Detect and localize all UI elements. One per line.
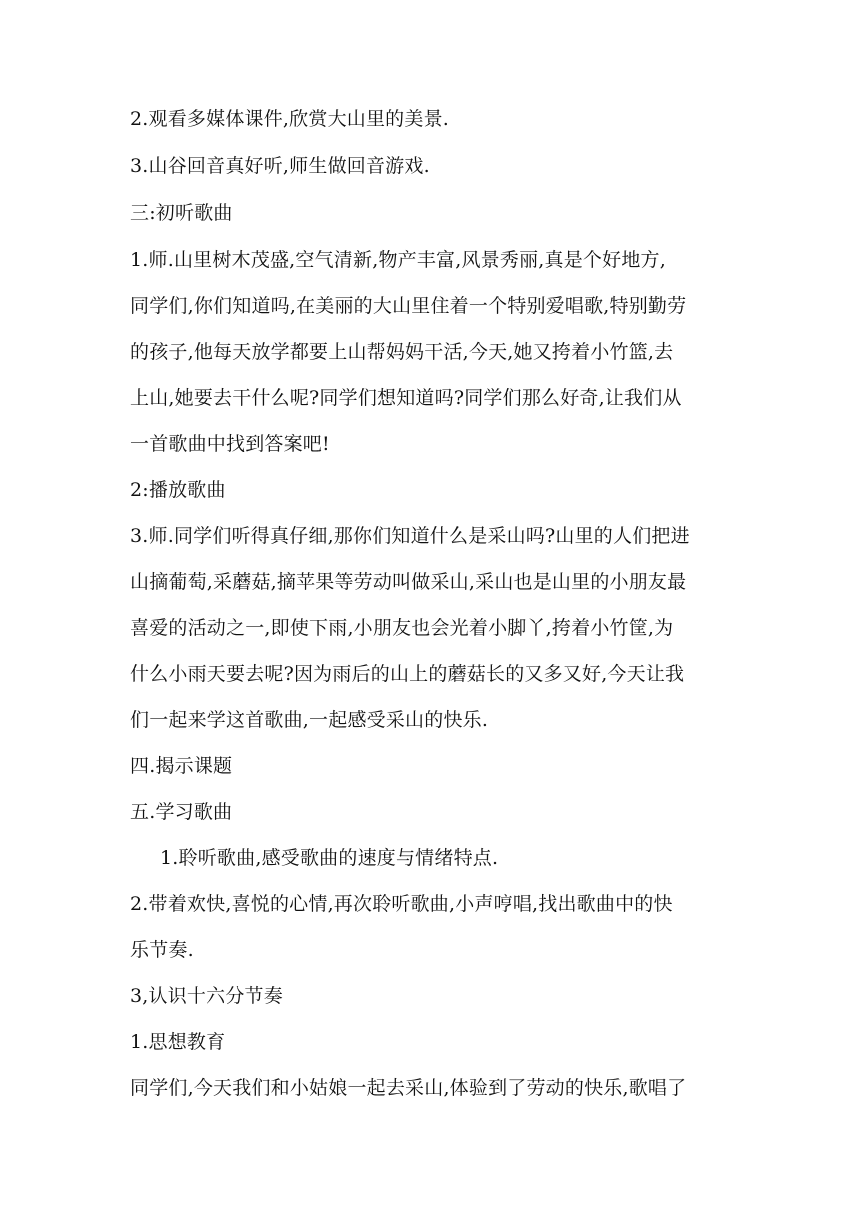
- paragraph: [130, 249, 734, 479]
- section-heading: 五.学习歌曲: [130, 801, 233, 823]
- paragraph-line: 的孩子,他每天放学都要上山帮妈妈干活,今天,她又挎着小竹篮,去: [130, 341, 674, 363]
- text-line: 同学们,今天我们和小姑娘一起去采山,体验到了劳动的快乐,歌唱了: [130, 1077, 687, 1099]
- section-heading: 三:初听歌曲: [130, 202, 233, 224]
- paragraph-line: 同学们,你们知道吗,在美丽的大山里住着一个特别爱唱歌,特别勤劳: [130, 295, 687, 317]
- paragraph: [130, 525, 734, 755]
- text-line: 3.山谷回音真好听,师生做回音游戏.: [130, 155, 430, 177]
- paragraph-line: 什么小雨天要去呢?因为雨后的山上的蘑菇长的又多又好,今天让我: [130, 663, 685, 685]
- paragraph-line: 一首歌曲中找到答案吧!: [130, 433, 330, 455]
- paragraph-line: 乐节奏.: [130, 939, 194, 961]
- paragraph: [130, 893, 734, 985]
- paragraph-line: 们一起来学这首歌曲,一起感受采山的快乐.: [130, 709, 489, 731]
- section-heading: 四.揭示课题: [130, 755, 233, 777]
- document-page: [130, 108, 734, 1123]
- list-item: 3,认识十六分节奏: [130, 985, 283, 1007]
- paragraph-line: 1.师.山里树木茂盛,空气清新,物产丰富,风景秀丽,真是个好地方,: [130, 249, 666, 271]
- paragraph-line: 3.师.同学们听得真仔细,那你们知道什么是采山吗?山里的人们把进: [130, 525, 690, 547]
- section-heading: 2:播放歌曲: [130, 479, 226, 501]
- paragraph-line: 上山,她要去干什么呢?同学们想知道吗?同学们那么好奇,让我们从: [130, 387, 682, 409]
- text-line: 2.观看多媒体课件,欣赏大山里的美景.: [130, 108, 450, 130]
- paragraph-line: 喜爱的活动之一,即使下雨,小朋友也会光着小脚丫,挎着小竹筐,为: [130, 617, 674, 639]
- paragraph-line: 2.带着欢快,喜悦的心情,再次聆听歌曲,小声哼唱,找出歌曲中的快: [130, 893, 673, 915]
- paragraph-line: 山摘葡萄,采蘑菇,摘苹果等劳动叫做采山,采山也是山里的小朋友最: [130, 571, 687, 593]
- list-item: 1.思想教育: [130, 1031, 226, 1053]
- list-item: 1.聆听歌曲,感受歌曲的速度与情绪特点.: [160, 847, 499, 869]
